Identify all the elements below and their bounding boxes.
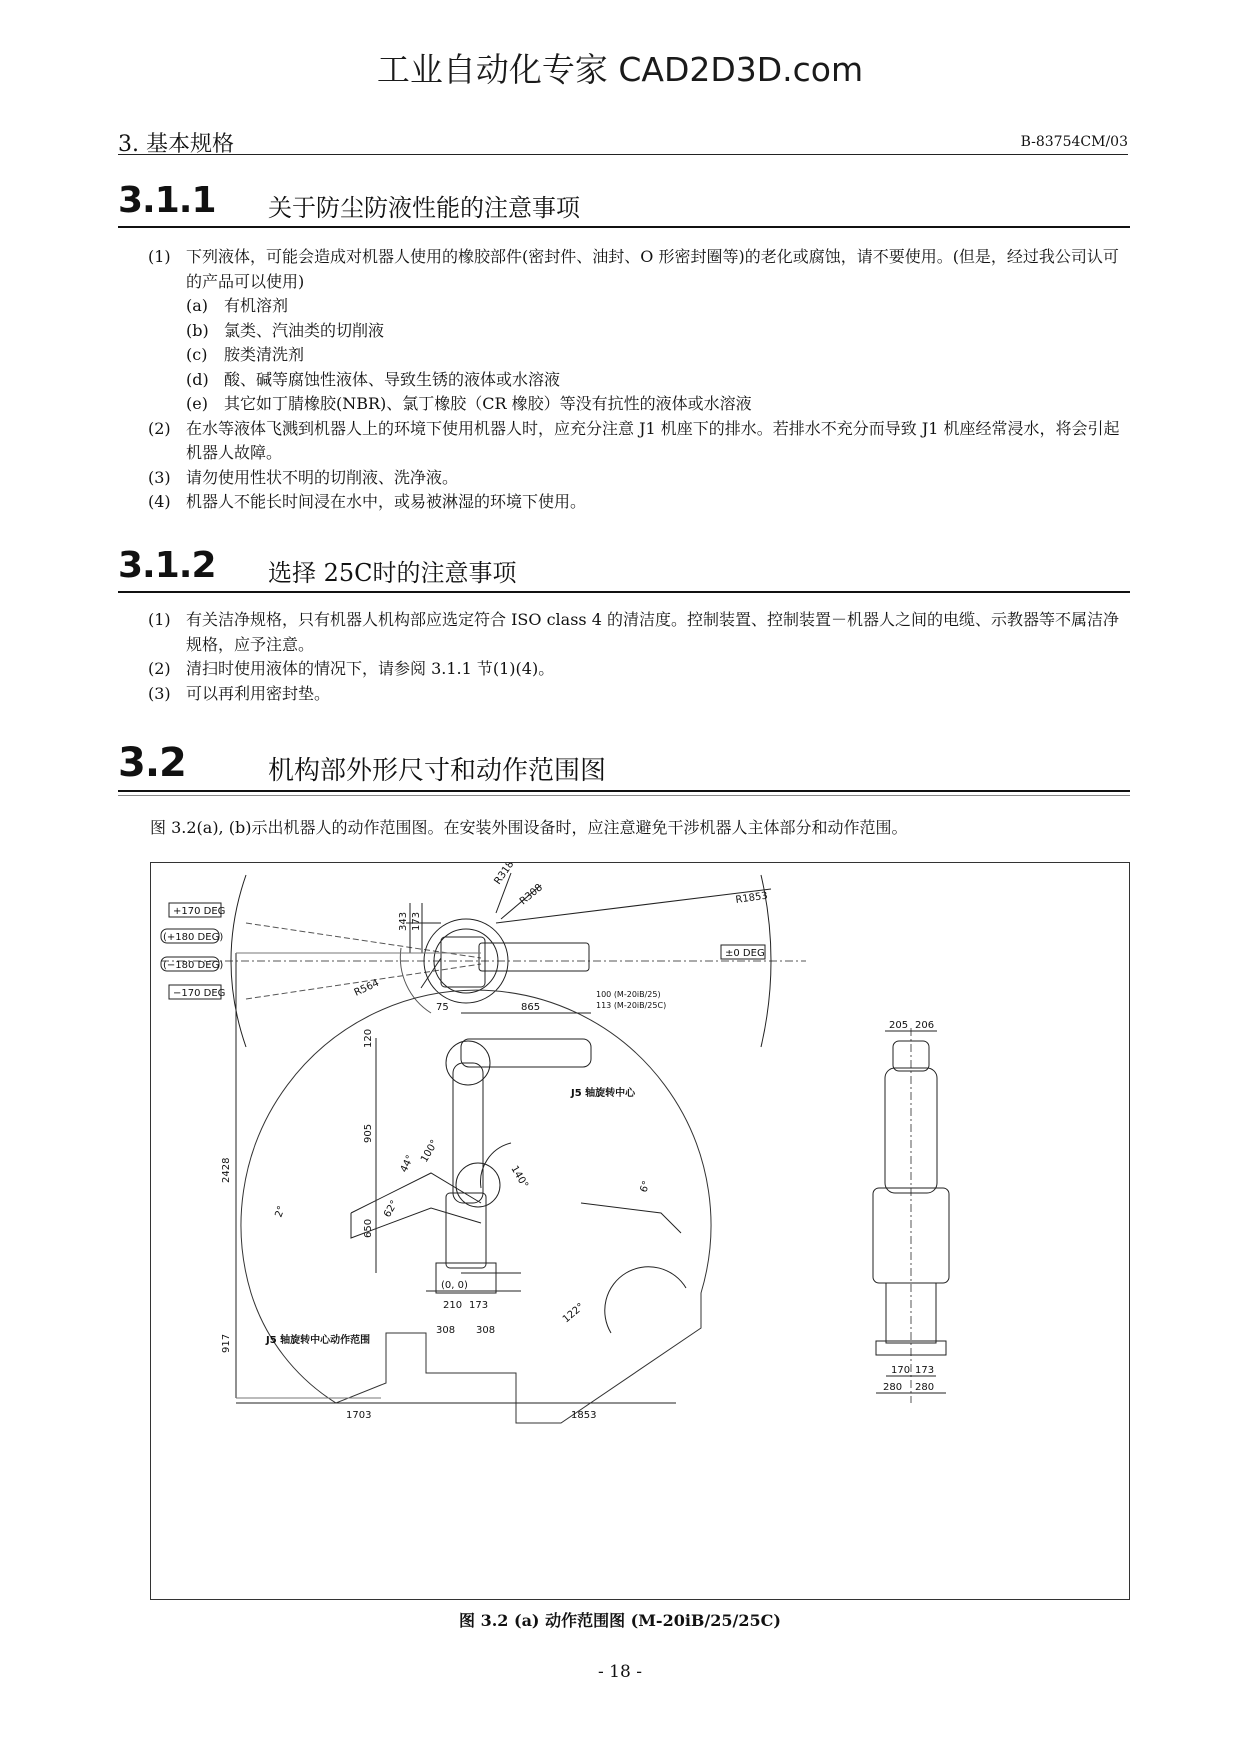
dim-label-308-left: 308: [436, 1325, 456, 1336]
j2-joint: [456, 1163, 500, 1207]
front-dim-label-280-right: 280: [915, 1382, 935, 1393]
sub-item-mark: (b): [186, 320, 209, 340]
watermark: 工业自动化专家 CAD2D3D.com: [376, 50, 864, 89]
header-rule: [118, 154, 1128, 155]
angle-label-100: 100°: [419, 1138, 441, 1165]
sub-item-mark: (e): [186, 394, 208, 413]
figure-intro-paragraph: 图 3.2(a), (b)示出机器人的动作范围图。在安装外围设备时，应注意避免干涉机器人主体部分和动作范围。: [150, 818, 908, 837]
section-number: 3.1.1: [118, 180, 216, 221]
list-item-text: 有关洁净规格，只有机器人机构部应选定符合 ISO class 4 的清洁度。控制装置、控制装置－机器人之间的电缆、示教器等不属洁净规格，应予注意。: [186, 610, 1119, 654]
dim-label-917: 917: [221, 1333, 232, 1353]
sub-item-text: 其它如丁腈橡胶(NBR)、氯丁橡胶（CR 橡胶）等没有抗性的液体或水溶液: [224, 394, 752, 413]
section-3-2-heading: [118, 740, 1130, 796]
top-view-arm: [479, 943, 589, 971]
header-section: 3. 基本规格: [118, 132, 234, 157]
sub-item: [148, 319, 1133, 344]
dim-label-100: 100 (M-20iB/25): [596, 990, 661, 999]
angle-label-minus170: −170 DEG: [173, 988, 226, 999]
radius-label-r318: R318: [492, 863, 517, 887]
list-item: [148, 490, 1133, 515]
list-item: [148, 245, 1133, 294]
radius-label-r308: R308: [517, 882, 545, 908]
section-rule-secondary: [118, 795, 1130, 796]
front-dim-label-170: 170: [891, 1365, 911, 1376]
sub-item-text: 胺类清洗剂: [224, 345, 305, 364]
front-dim-label-280-left: 280: [883, 1382, 903, 1393]
section-3-1-1-heading: [118, 180, 1130, 230]
radius-label-r564: R564: [352, 977, 381, 999]
list-item-mark: (2): [148, 418, 171, 438]
inner-limit-right: [581, 1203, 681, 1233]
angle-label-122: 122°: [560, 1301, 587, 1326]
motion-range-drawing: [151, 863, 1129, 1599]
angle-label-zero: ±0 DEG: [725, 948, 765, 959]
front-dim-label-173: 173: [915, 1365, 935, 1376]
list-item-mark: (3): [148, 467, 171, 487]
list-item: [148, 417, 1133, 466]
list-item-text: 清扫时使用液体的情况下，请参阅 3.1.1 节(1)(4)。: [186, 659, 555, 678]
sub-item: [148, 392, 1133, 417]
sub-item-text: 有机溶剂: [224, 296, 289, 315]
section-3-1-1-list: [148, 245, 1133, 515]
section-3-1-2-heading: [118, 545, 1130, 595]
list-item: [148, 657, 1133, 682]
front-view: [873, 1020, 949, 1403]
dim-label-120: 120: [363, 1028, 374, 1048]
angle-label-plus180: (+180 DEG): [163, 932, 224, 943]
radius-label-r1853: R1853: [734, 890, 769, 906]
sub-item-mark: (a): [186, 296, 209, 315]
angle-label-140: 140°: [508, 1164, 530, 1191]
dim-label-75: 75: [436, 1002, 449, 1013]
page-number: - 18 -: [598, 1662, 642, 1682]
section-3-1-2-list: [148, 608, 1133, 706]
header-doc-number: B-83754CM/03: [1020, 134, 1128, 150]
dim-label-308-right: 308: [476, 1325, 496, 1336]
figure-frame: [150, 862, 1130, 1600]
dim-label-343: 343: [398, 911, 409, 931]
angle-label-minus180: (−180 DEG): [163, 960, 224, 971]
figure-caption: 图 3.2 (a) 动作范围图 (M-20iB/25/25C): [459, 1611, 781, 1630]
upper-arm: [461, 1039, 591, 1067]
origin-label: (0, 0): [441, 1280, 468, 1291]
section-title: 机构部外形尺寸和动作范围图: [268, 756, 607, 786]
list-item-mark: (1): [148, 247, 171, 266]
sub-item: [148, 368, 1133, 393]
angle-label-plus170: +170 DEG: [173, 906, 226, 917]
angle-arc-122: [605, 1267, 686, 1333]
dim-label-173: 173: [411, 911, 422, 931]
angle-label-2: 2°: [273, 1204, 288, 1220]
dim-label-210: 210: [443, 1300, 463, 1311]
list-item-text: 可以再利用密封垫。: [186, 683, 331, 703]
j5-center-label: J5 轴旋转中心: [571, 1088, 636, 1099]
sub-item-mark: (d): [186, 369, 209, 389]
section-number: 3.2: [118, 740, 186, 786]
angle-arc-140: [481, 1143, 511, 1188]
sub-item: [148, 294, 1133, 319]
dim-label-905: 905: [363, 1123, 374, 1143]
top-view: [161, 863, 806, 1047]
dim-label-650: 650: [363, 1218, 374, 1238]
sub-item-mark: (c): [186, 345, 208, 364]
top-view-j2-housing: [441, 937, 485, 987]
section-number: 3.1.2: [118, 545, 216, 586]
list-item-text: 在水等液体飞溅到机器人上的环境下使用机器人时，应充分注意 J1 机座下的排水。若排水不充分而导致 J1 机座经常浸水，将会引起机器人故障。: [186, 418, 1120, 462]
list-item-mark: (2): [148, 659, 171, 678]
section-rule: [118, 226, 1130, 228]
list-item: [148, 466, 1133, 491]
dim-label-1703: 1703: [346, 1410, 372, 1421]
dim-label-2428: 2428: [221, 1157, 232, 1183]
angle-label-box: [161, 903, 765, 999]
section-rule: [118, 790, 1130, 792]
j1-base: [446, 1193, 486, 1268]
list-item-mark: (4): [148, 492, 171, 511]
list-item-text: 下列液体，可能会造成对机器人使用的橡胶部件(密封件、油封、O 形密封圈等)的老化或腐蚀，请不要使用。(但是，经过我公司认可的产品可以使用): [186, 247, 1119, 291]
list-item: [148, 608, 1133, 657]
side-view: [221, 953, 711, 1423]
j5-range-label: J5 轴旋转中心动作范围: [266, 1335, 371, 1346]
sub-item-text: 酸、碱等腐蚀性液体、导致生锈的液体或水溶液: [224, 369, 561, 389]
list-item-mark: (3): [148, 683, 171, 703]
dim-label-865: 865: [521, 1002, 541, 1013]
angle-label-44: 44°: [398, 1153, 417, 1175]
dim-label-173-base: 173: [469, 1300, 489, 1311]
dim-label-113: 113 (M-20iB/25C): [596, 1001, 667, 1010]
angle-label-62: 62°: [382, 1198, 401, 1220]
list-item: [148, 682, 1133, 707]
section-title: 选择 25C时的注意事项: [268, 559, 517, 587]
list-item-text: 请勿使用性状不明的切削液、洗净液。: [186, 467, 459, 487]
list-item-text: 机器人不能长时间浸在水中，或易被淋湿的环境下使用。: [186, 492, 587, 511]
front-dim-label-206: 206: [915, 1020, 935, 1031]
section-rule: [118, 591, 1130, 593]
sub-item: [148, 343, 1133, 368]
angle-label-6: 6°: [638, 1179, 653, 1195]
list-item-mark: (1): [148, 610, 171, 629]
lower-arm: [453, 1063, 483, 1203]
sub-item-text: 氯类、汽油类的切削液: [224, 320, 385, 340]
front-dim-label-205: 205: [889, 1020, 909, 1031]
section-title: 关于防尘防液性能的注意事项: [268, 194, 580, 222]
dim-label-1853: 1853: [571, 1410, 597, 1421]
